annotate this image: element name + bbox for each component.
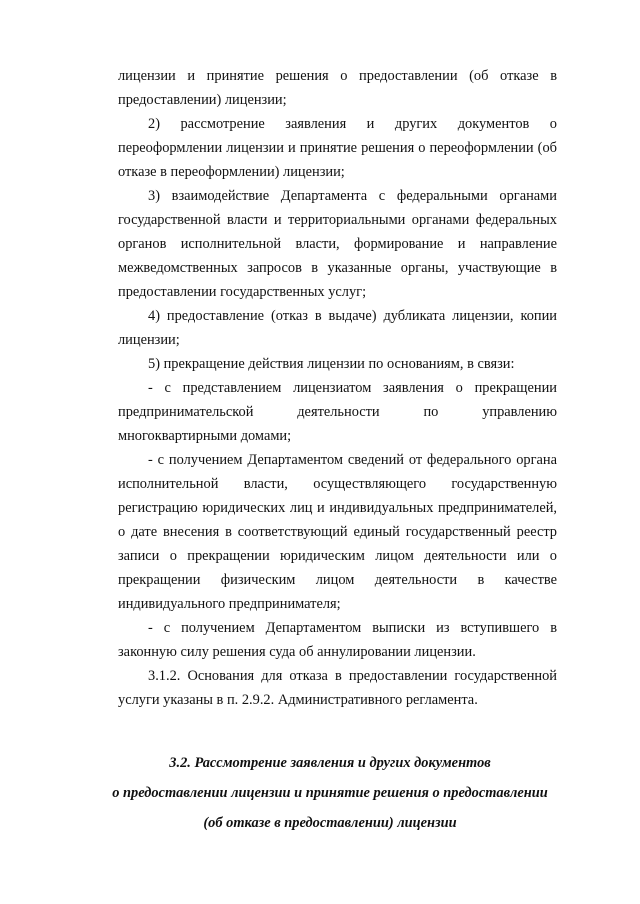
paragraph-item-2: 2) рассмотрение заявления и других документов о переоформлении лицензии и принятие решения о переоформлении (об отказе в переоформлении) лицензии; [118,116,557,180]
body-text [118,64,557,712]
paragraph-dash-3: - с получением Департаментом выписки из вступившего в законную силу решения суда об аннулировании лицензии. [118,620,557,660]
section-heading-line-2: о предоставлении лицензии и принятие решения о предоставлении [112,785,548,801]
paragraph-3-1-2: 3.1.2. Основания для отказа в предоставлении государственной услуги указаны в п. 2.9.2. Административного регламента. [118,668,557,708]
paragraph-item-5: 5) прекращение действия лицензии по основаниям, в связи: [148,356,515,372]
paragraph-item-3: 3) взаимодействие Департамента с федеральными органами государственной власти и территориальными органами федеральных органов исполнительной власти, формирование и направление межведомственных запросов в указанные органы, участвующие в предоставлении государственных услуг; [118,188,557,300]
paragraph-dash-1: - с представлением лицензиатом заявления о прекращении предпринимательской деятельности по управлению многоквартирными домами; [118,380,557,444]
section-heading [100,748,560,838]
paragraph-1-continuation: лицензии и принятие решения о предоставлении (об отказе в предоставлении) лицензии; [118,68,557,108]
paragraph-dash-2: - с получением Департаментом сведений от федерального органа исполнительной власти, осуществляющего государственную регистрацию юридических лиц и индивидуальных предпринимателей, о дате внесения в соответствующий единый государственный реестр записи о прекращении юридическим лицом деятельности или о прекращении физическим лицом деятельности в качестве индивидуального предпринимателя; [118,452,557,612]
paragraph-item-4: 4) предоставление (отказ в выдаче) дубликата лицензии, копии лицензии; [118,308,557,348]
section-heading-line-1: 3.2. Рассмотрение заявления и других документов [169,755,491,771]
section-heading-line-3: (об отказе в предоставлении) лицензии [203,815,457,831]
